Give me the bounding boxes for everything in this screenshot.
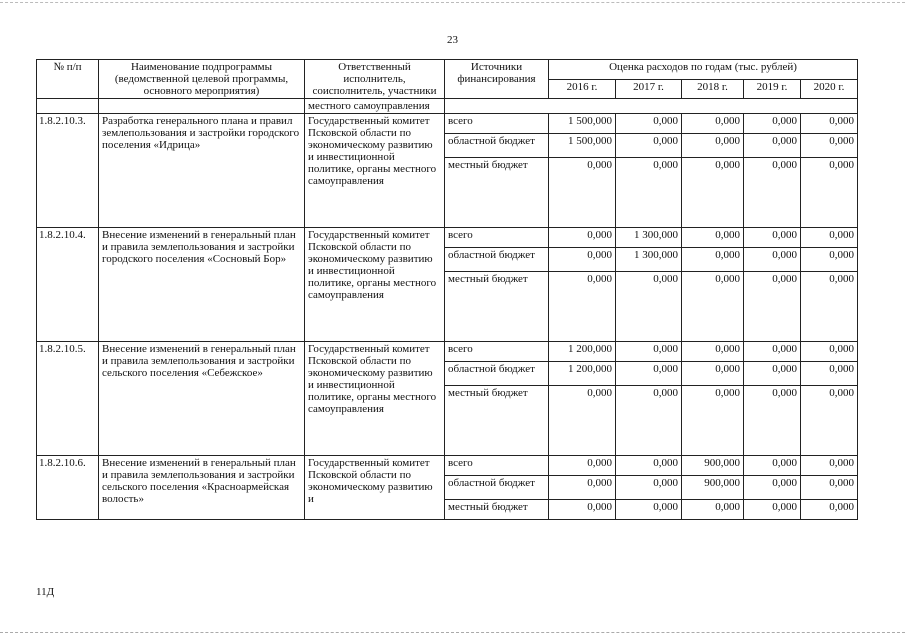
expense-value: 0,000 bbox=[682, 362, 744, 386]
expense-value: 1 300,000 bbox=[616, 228, 682, 248]
source-label: всего bbox=[445, 456, 549, 476]
item-name: Внесение изменений в генеральный план и правила землепользования и застройки городского поселения «Сосновый Бор» bbox=[99, 228, 305, 342]
item-name: Разработка генерального плана и правил землепользования и застройки городского поселения «Идрица» bbox=[99, 114, 305, 228]
expense-value: 900,000 bbox=[682, 456, 744, 476]
source-label: местный бюджет bbox=[445, 386, 549, 456]
item-responsible: Государственный комитет Псковской области по экономическому развитию и bbox=[305, 456, 445, 520]
expense-value: 0,000 bbox=[682, 134, 744, 158]
source-label: всего bbox=[445, 114, 549, 134]
table-row bbox=[37, 114, 858, 134]
source-label: областной бюджет bbox=[445, 476, 549, 500]
expense-value: 1 500,000 bbox=[549, 114, 616, 134]
expense-value: 0,000 bbox=[801, 342, 858, 362]
expense-value: 0,000 bbox=[744, 272, 801, 342]
expense-value: 0,000 bbox=[801, 386, 858, 456]
expense-value: 0,000 bbox=[682, 272, 744, 342]
source-label: областной бюджет bbox=[445, 362, 549, 386]
expense-value: 0,000 bbox=[801, 272, 858, 342]
item-name: Внесение изменений в генеральный план и правила землепользования и застройки сельского поселения «Себежское» bbox=[99, 342, 305, 456]
table-row bbox=[37, 342, 858, 362]
expense-value: 0,000 bbox=[801, 248, 858, 272]
expense-value: 0,000 bbox=[549, 500, 616, 520]
table-row bbox=[37, 456, 858, 476]
header-responsible: Ответственный исполнитель, соисполнитель, участники bbox=[305, 60, 445, 99]
budget-table bbox=[36, 59, 858, 520]
expense-value: 0,000 bbox=[682, 248, 744, 272]
expense-value: 0,000 bbox=[801, 114, 858, 134]
expense-value: 0,000 bbox=[616, 476, 682, 500]
expense-value: 0,000 bbox=[682, 228, 744, 248]
scan-edge-bottom bbox=[0, 632, 905, 634]
source-label: местный бюджет bbox=[445, 272, 549, 342]
table-row bbox=[37, 228, 858, 248]
expense-value: 0,000 bbox=[549, 386, 616, 456]
expense-value: 0,000 bbox=[744, 500, 801, 520]
item-responsible: Государственный комитет Псковской области по экономическому развитию и инвестиционной политике, органы местного самоуправления bbox=[305, 114, 445, 228]
footer-code: 11Д bbox=[36, 586, 55, 598]
expense-value: 0,000 bbox=[549, 476, 616, 500]
item-code: 1.8.2.10.3. bbox=[37, 114, 99, 228]
header-name: Наименование подпрограммы (ведомственной целевой программы, основного мероприятия) bbox=[99, 60, 305, 99]
header-year: 2018 г. bbox=[682, 79, 744, 99]
source-label: областной бюджет bbox=[445, 134, 549, 158]
expense-value: 0,000 bbox=[549, 272, 616, 342]
expense-value: 0,000 bbox=[744, 228, 801, 248]
expense-value: 900,000 bbox=[682, 476, 744, 500]
expense-value: 1 300,000 bbox=[616, 248, 682, 272]
expense-value: 0,000 bbox=[801, 500, 858, 520]
expense-value: 0,000 bbox=[801, 476, 858, 500]
header-year: 2016 г. bbox=[549, 79, 616, 99]
expense-value: 0,000 bbox=[616, 342, 682, 362]
expense-value: 0,000 bbox=[616, 114, 682, 134]
expense-value: 0,000 bbox=[616, 456, 682, 476]
item-code: 1.8.2.10.5. bbox=[37, 342, 99, 456]
expense-value: 0,000 bbox=[744, 134, 801, 158]
expense-value: 0,000 bbox=[744, 248, 801, 272]
expense-value: 0,000 bbox=[682, 114, 744, 134]
header-num: № п/п bbox=[37, 60, 99, 99]
source-label: местный бюджет bbox=[445, 158, 549, 228]
expense-value: 0,000 bbox=[549, 248, 616, 272]
expense-value: 0,000 bbox=[616, 158, 682, 228]
expense-value: 0,000 bbox=[682, 386, 744, 456]
expense-value: 1 500,000 bbox=[549, 134, 616, 158]
expense-value: 0,000 bbox=[616, 362, 682, 386]
expense-value: 0,000 bbox=[801, 456, 858, 476]
expense-value: 0,000 bbox=[682, 158, 744, 228]
page-number: 23 bbox=[447, 34, 458, 46]
header-row bbox=[37, 60, 858, 80]
scan-edge-top bbox=[0, 2, 905, 4]
expense-value: 0,000 bbox=[744, 362, 801, 386]
expense-value: 0,000 bbox=[744, 158, 801, 228]
expense-value: 0,000 bbox=[549, 228, 616, 248]
expense-value: 0,000 bbox=[616, 272, 682, 342]
continuation-text: местного самоуправления bbox=[305, 99, 445, 114]
expense-value: 0,000 bbox=[616, 134, 682, 158]
header-sources: Источники финансирования bbox=[445, 60, 549, 99]
expense-value: 0,000 bbox=[801, 228, 858, 248]
header-year: 2017 г. bbox=[616, 79, 682, 99]
expense-value: 0,000 bbox=[682, 500, 744, 520]
source-label: всего bbox=[445, 342, 549, 362]
item-responsible: Государственный комитет Псковской области по экономическому развитию и инвестиционной политике, органы местного самоуправления bbox=[305, 228, 445, 342]
expense-value: 0,000 bbox=[801, 362, 858, 386]
expense-value: 0,000 bbox=[616, 500, 682, 520]
expense-value: 1 200,000 bbox=[549, 362, 616, 386]
expense-value: 0,000 bbox=[744, 342, 801, 362]
header-year: 2019 г. bbox=[744, 79, 801, 99]
expense-value: 0,000 bbox=[549, 456, 616, 476]
item-responsible: Государственный комитет Псковской области по экономическому развитию и инвестиционной политике, органы местного самоуправления bbox=[305, 342, 445, 456]
expense-value: 0,000 bbox=[682, 342, 744, 362]
header-expenses: Оценка расходов по годам (тыс. рублей) bbox=[549, 60, 858, 80]
item-name: Внесение изменений в генеральный план и правила землепользования и застройки сельского поселения «Красноармейская волость» bbox=[99, 456, 305, 520]
source-label: областной бюджет bbox=[445, 248, 549, 272]
expense-value: 0,000 bbox=[744, 476, 801, 500]
continuation-row bbox=[37, 99, 858, 114]
expense-value: 0,000 bbox=[744, 456, 801, 476]
source-label: местный бюджет bbox=[445, 500, 549, 520]
item-code: 1.8.2.10.4. bbox=[37, 228, 99, 342]
expense-value: 0,000 bbox=[744, 114, 801, 134]
expense-value: 1 200,000 bbox=[549, 342, 616, 362]
item-code: 1.8.2.10.6. bbox=[37, 456, 99, 520]
expense-value: 0,000 bbox=[616, 386, 682, 456]
expense-value: 0,000 bbox=[744, 386, 801, 456]
source-label: всего bbox=[445, 228, 549, 248]
header-year: 2020 г. bbox=[801, 79, 858, 99]
expense-value: 0,000 bbox=[801, 158, 858, 228]
expense-value: 0,000 bbox=[801, 134, 858, 158]
expense-value: 0,000 bbox=[549, 158, 616, 228]
